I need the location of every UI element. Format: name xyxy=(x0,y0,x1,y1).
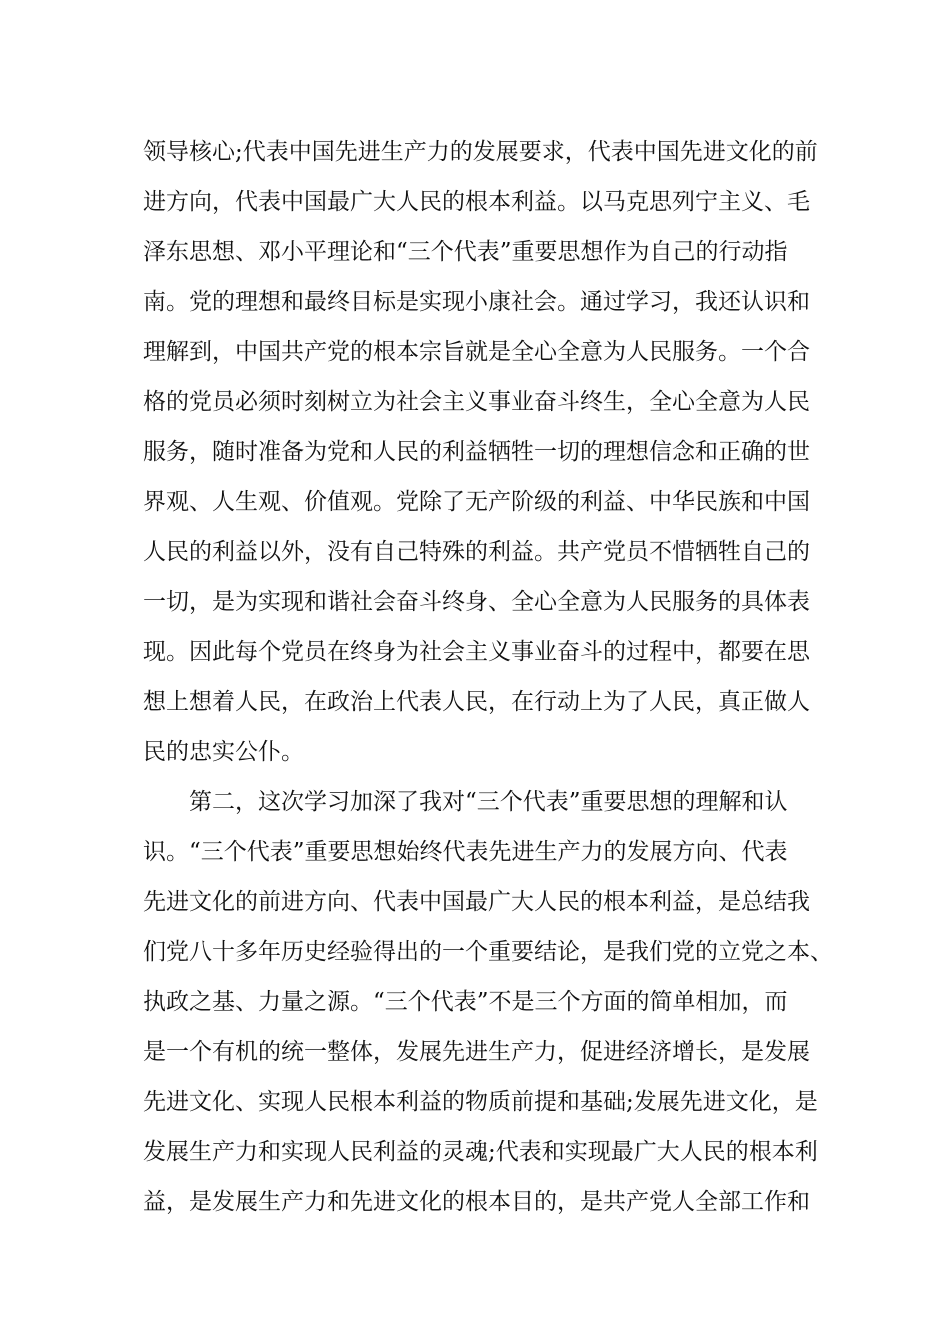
text-line: 识。“三个代表”重要思想始终代表先进生产力的发展方向、代表 xyxy=(143,839,788,865)
text-line: 是一个有机的统一整体，发展先进生产力，促进经济增长，是发展 xyxy=(143,1039,810,1065)
text-line: 泽东思想、邓小平理论和“三个代表”重要思想作为自己的行动指 xyxy=(143,239,788,265)
text-line: 人民的利益以外，没有自己特殊的利益。共产党员不惜牺牲自己的 xyxy=(143,539,810,565)
text-line: 领导核心;代表中国先进生产力的发展要求，代表中国先进文化的前 xyxy=(143,139,818,165)
text-line: 益，是发展生产力和先进文化的根本目的，是共产党人全部工作和 xyxy=(143,1189,810,1215)
text-line: 南。党的理想和最终目标是实现小康社会。通过学习，我还认识和 xyxy=(143,289,810,315)
text-line: 一切，是为实现和谐社会奋斗终身、全心全意为人民服务的具体表 xyxy=(143,589,810,615)
text-line: 理解到，中国共产党的根本宗旨就是全心全意为人民服务。一个合 xyxy=(143,339,810,365)
text-line: 进方向，代表中国最广大人民的根本利益。以马克思列宁主义、毛 xyxy=(143,189,810,215)
text-line: 界观、人生观、价值观。党除了无产阶级的利益、中华民族和中国 xyxy=(143,489,810,515)
text-line: 民的忠实公仆。 xyxy=(143,739,304,765)
text-line: 们党八十多年历史经验得出的一个重要结论，是我们党的立党之本、 xyxy=(143,939,833,965)
text-line: 先进文化、实现人民根本利益的物质前提和基础;发展先进文化，是 xyxy=(143,1089,818,1115)
text-line: 执政之基、力量之源。“三个代表”不是三个方面的简单相加，而 xyxy=(143,989,788,1015)
text-line: 服务，随时准备为党和人民的利益牺牲一切的理想信念和正确的世 xyxy=(143,439,810,465)
text-line: 想上想着人民，在政治上代表人民，在行动上为了人民，真正做人 xyxy=(143,689,810,715)
paragraph-first-line: 第二，这次学习加深了我对“三个代表”重要思想的理解和认 xyxy=(189,789,788,815)
text-line: 现。因此每个党员在终身为社会主义事业奋斗的过程中，都要在思 xyxy=(143,639,810,665)
text-line: 先进文化的前进方向、代表中国最广大人民的根本利益，是总结我 xyxy=(143,889,810,915)
text-line: 格的党员必须时刻树立为社会主义事业奋斗终生，全心全意为人民 xyxy=(143,389,810,415)
text-line: 发展生产力和实现人民利益的灵魂;代表和实现最广大人民的根本利 xyxy=(143,1139,818,1165)
